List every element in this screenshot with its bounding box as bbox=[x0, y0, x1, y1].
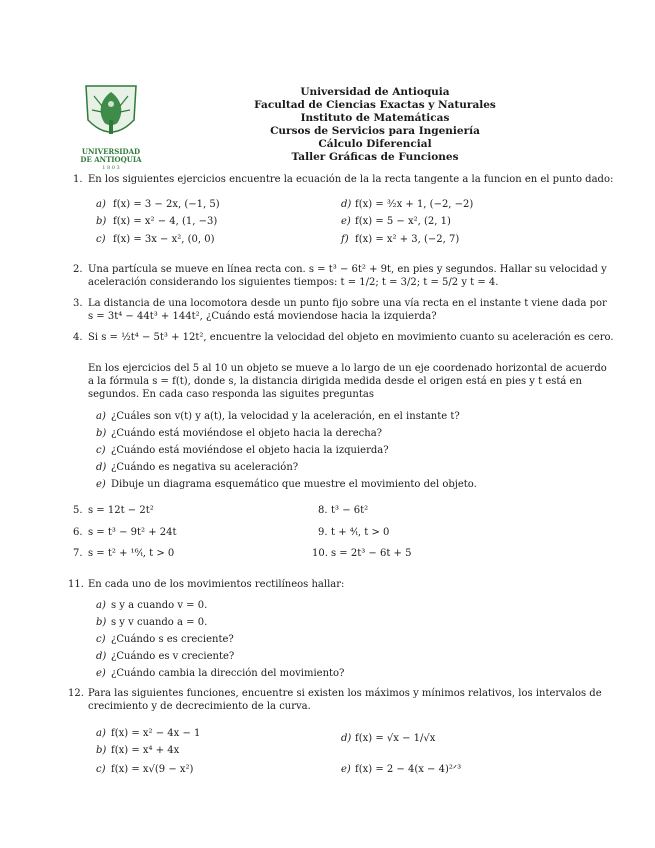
item-text: f(x) = x⁴ + 4x bbox=[111, 745, 180, 756]
item-label: d) bbox=[96, 462, 107, 473]
item-label: e) bbox=[96, 668, 106, 679]
item-text: f(x) = 3x − x², (0, 0) bbox=[113, 234, 215, 245]
header-courses: Cursos de Servicios para Ingeniería bbox=[270, 125, 480, 137]
problem-text: En los siguientes ejercicios encuentre la ecuación de la la recta tangente a la funcion en el punto dado: bbox=[88, 174, 614, 185]
item-text: f(x) = x² − 4, (1, −3) bbox=[113, 216, 218, 227]
problem-text: En cada uno de los movimientos rectilíneos hallar: bbox=[88, 579, 345, 590]
header-university: Universidad de Antioquia bbox=[300, 86, 450, 98]
item-label: c) bbox=[96, 764, 106, 775]
problem-text-line2: crecimiento y de decrecimiento de la curva. bbox=[88, 701, 311, 712]
item-label: b) bbox=[96, 428, 107, 439]
header-faculty: Facultad de Ciencias Exactas y Naturales bbox=[254, 99, 496, 111]
item-label: c) bbox=[96, 634, 106, 645]
problem-number: 2. bbox=[73, 264, 83, 275]
problem-text-line2: aceleración considerando los siguientes tiempos: t = 1/2; t = 3/2; t = 5/2 y t = 4. bbox=[88, 277, 499, 288]
item-text: ¿Cuándo cambia la dirección del movimiento? bbox=[111, 668, 345, 679]
problem-text: Si s = ½t⁴ − 5t³ + 12t², encuentre la velocidad del objeto en movimiento cuanto su aceleración es cero. bbox=[88, 332, 614, 343]
item-label: d) bbox=[96, 651, 107, 662]
logo-text-line1: UNIVERSIDAD bbox=[81, 147, 141, 156]
item-label: e) bbox=[341, 764, 351, 775]
item-text: ¿Cuáles son v(t) y a(t), la velocidad y la aceleración, en el instante t? bbox=[111, 411, 460, 422]
item-text: f(x) = 3 − 2x, (−1, 5) bbox=[113, 199, 220, 210]
problem-number: 12. bbox=[68, 688, 84, 699]
seal-icon bbox=[72, 82, 150, 148]
header-subject: Cálculo Diferencial bbox=[318, 138, 432, 150]
exercise-number: 9. bbox=[318, 527, 328, 538]
item-text: f(x) = ³⁄₂x + 1, (−2, −2) bbox=[355, 199, 474, 210]
item-text: ¿Cuándo está moviéndose el objeto hacia la derecha? bbox=[111, 428, 383, 439]
problem-number: 11. bbox=[68, 579, 84, 590]
logo-text-line2: DE ANTIOQUIA bbox=[80, 155, 142, 164]
exercise-number: 10. bbox=[312, 548, 328, 559]
item-text: f(x) = x√(9 − x²) bbox=[111, 764, 194, 775]
item-label: d) bbox=[341, 733, 352, 744]
exercise-text: s = t² + ¹⁶⁄ₜ, t > 0 bbox=[88, 548, 175, 559]
item-label: f) bbox=[341, 234, 349, 245]
exercise-text: s = t³ − 9t² + 24t bbox=[88, 527, 177, 538]
item-text: ¿Cuándo es negativa su aceleración? bbox=[111, 462, 299, 473]
problem-text-line1: La distancia de una locomotora desde un punto fijo sobre una vía recta en el instante t viene dada por bbox=[88, 298, 607, 309]
problem-number: 4. bbox=[73, 332, 83, 343]
problem-number: 1. bbox=[73, 174, 83, 185]
item-text: f(x) = 5 − x², (2, 1) bbox=[355, 216, 451, 227]
item-label: a) bbox=[96, 411, 106, 422]
exercise-text: s = 12t − 2t² bbox=[88, 505, 154, 516]
item-label: e) bbox=[96, 479, 106, 490]
item-label: d) bbox=[341, 199, 352, 210]
item-text: ¿Cuándo está moviéndose el objeto hacia la izquierda? bbox=[111, 445, 389, 456]
exercise-number: 6. bbox=[73, 527, 83, 538]
problem-text-line1: Una partícula se mueve en línea recta con. s = t³ − 6t² + 9t, en pies y segundos. Hallar su velocidad y bbox=[88, 264, 607, 275]
item-label: b) bbox=[96, 216, 107, 227]
item-text: f(x) = x² + 3, (−2, 7) bbox=[355, 234, 460, 245]
problem-text-line2: s = 3t⁴ − 44t³ + 144t², ¿Cuándo está moviendose hacia la izquierda? bbox=[88, 311, 437, 322]
intro-line1: En los ejercicios del 5 al 10 un objeto se mueve a lo largo de un eje coordenado horizontal de acuerdo bbox=[88, 363, 607, 374]
item-text: ¿Cuándo es v creciente? bbox=[111, 651, 235, 662]
item-label: a) bbox=[96, 600, 106, 611]
exercise-number: 8. bbox=[318, 505, 328, 516]
item-text: f(x) = x² − 4x − 1 bbox=[111, 728, 201, 739]
item-text: s y a cuando v = 0. bbox=[111, 600, 208, 611]
item-label: b) bbox=[96, 617, 107, 628]
item-text: f(x) = 2 − 4(x − 4)²ᐟ³ bbox=[355, 764, 462, 775]
logo-text-year: 1 8 0 3 bbox=[102, 165, 120, 171]
exercise-number: 7. bbox=[73, 548, 83, 559]
item-label: c) bbox=[96, 234, 106, 245]
header-worksheet-title: Taller Gráficas de Funciones bbox=[291, 151, 459, 163]
item-text: f(x) = √x − 1/√x bbox=[355, 733, 436, 744]
item-text: Dibuje un diagrama esquemático que muestre el movimiento del objeto. bbox=[111, 479, 477, 490]
item-label: a) bbox=[96, 728, 106, 739]
exercise-number: 5. bbox=[73, 505, 83, 516]
intro-line2: a la fórmula s = f(t), donde s, la distancia dirigida medida desde el origen está en pies y t está en bbox=[88, 376, 582, 387]
intro-line3: segundos. En cada caso responda las siguites preguntas bbox=[88, 389, 374, 400]
item-label: c) bbox=[96, 445, 106, 456]
problem-text-line1: Para las siguientes funciones, encuentre si existen los máximos y mínimos relativos, los intervalos de bbox=[88, 688, 602, 699]
item-label: e) bbox=[341, 216, 351, 227]
exercise-text: t³ − 6t² bbox=[331, 505, 369, 516]
item-text: s y v cuando a = 0. bbox=[111, 617, 208, 628]
exercise-text: s = 2t³ − 6t + 5 bbox=[331, 548, 412, 559]
item-text: ¿Cuándo s es creciente? bbox=[111, 634, 234, 645]
problem-number: 3. bbox=[73, 298, 83, 309]
header-institute: Instituto de Matemáticas bbox=[300, 112, 450, 124]
item-label: a) bbox=[96, 199, 106, 210]
item-label: b) bbox=[96, 745, 107, 756]
exercise-text: t + ⁴⁄ₜ, t > 0 bbox=[331, 527, 390, 538]
